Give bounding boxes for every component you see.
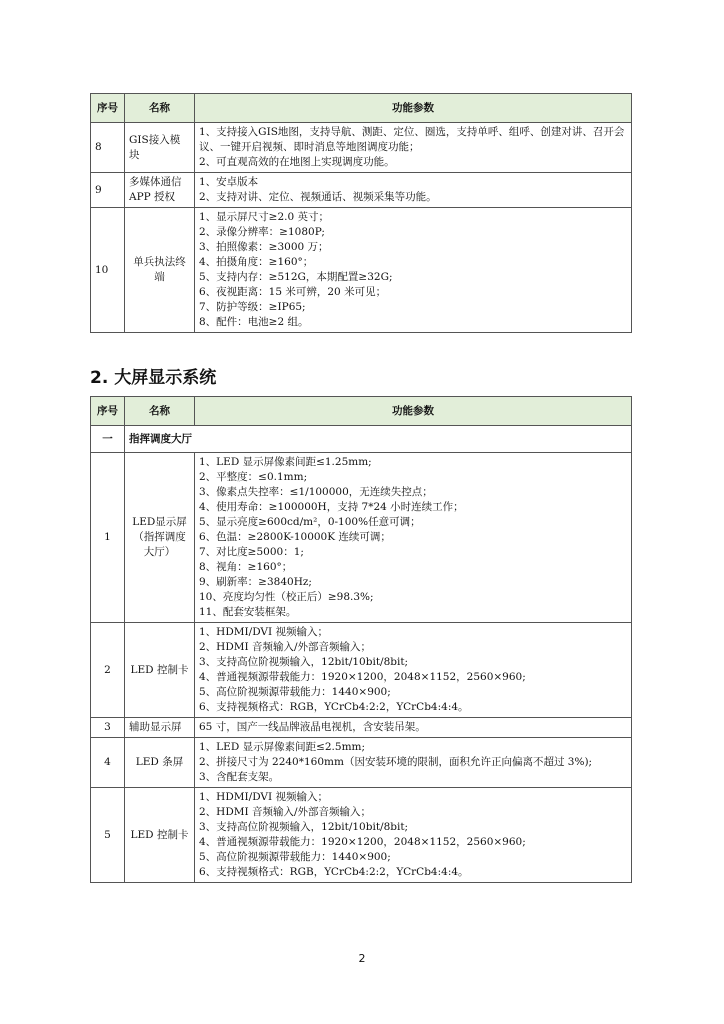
row-params xyxy=(195,123,632,173)
param-line: 2、HDMI 音频输入/外部音频输入； xyxy=(199,806,372,818)
param-line: 1、LED 显示屏像素间距≤2.5mm; xyxy=(199,741,366,753)
group-row xyxy=(91,426,632,453)
param-line: 1、支持接入GIS地图，支持导航、测距、定位、圈选，支持单呼、组呼、创建对讲、召开会议、一键开启视频、即时消息等地图调度功能； xyxy=(199,126,625,153)
header-name: 名称 xyxy=(125,94,195,123)
param-line: 8、配件：电池≥2 组。 xyxy=(199,316,309,328)
param-line: 5、高位阶视频源带载能力：1440×900; xyxy=(199,851,391,863)
row-name: 多媒体通信 APP 授权 xyxy=(125,173,195,208)
equipment-table-2 xyxy=(90,396,632,883)
param-line: 2、可直观高效的在地图上实现调度功能。 xyxy=(199,156,395,168)
param-line: 4、普通视频源带载能力：1920×1200，2048×1152，2560×960; xyxy=(199,836,526,848)
group-seq: 一 xyxy=(91,426,125,453)
param-line: 5、显示亮度≥600cd/m²，0-100%任意可调； xyxy=(199,516,421,528)
header-params: 功能参数 xyxy=(195,397,632,426)
header-name: 名称 xyxy=(125,397,195,426)
row-params xyxy=(195,738,632,788)
header-seq: 序号 xyxy=(91,94,125,123)
row-params xyxy=(195,623,632,718)
table-row xyxy=(91,173,632,208)
row-seq: 8 xyxy=(91,123,125,173)
param-line: 3、支持高位阶视频输入，12bit/10bit/8bit; xyxy=(199,821,409,833)
param-line: 2、支持对讲、定位、视频通话、视频采集等功能。 xyxy=(199,191,437,203)
param-line: 1、LED 显示屏像素间距≤1.25mm; xyxy=(199,456,372,468)
param-line: 8、视角：≥160°； xyxy=(199,561,293,573)
header-seq: 序号 xyxy=(91,397,125,426)
row-params xyxy=(195,208,632,333)
row-seq: 4 xyxy=(91,738,125,788)
row-seq: 9 xyxy=(91,173,125,208)
param-line: 65 寸，国产一线品牌液晶电视机，含安装吊架。 xyxy=(199,721,426,733)
row-name: 辅助显示屏 xyxy=(125,718,195,738)
header-params: 功能参数 xyxy=(195,94,632,123)
table-row xyxy=(91,718,632,738)
param-line: 5、支持内存：≥512G，本期配置≥32G; xyxy=(199,271,393,283)
param-line: 2、HDMI 音频输入/外部音频输入； xyxy=(199,641,372,653)
table-header-row xyxy=(91,397,632,426)
param-line: 3、拍照像素：≥3000 万； xyxy=(199,241,329,253)
row-name: GIS接入模块 xyxy=(125,123,195,173)
table-row xyxy=(91,208,632,333)
row-seq: 2 xyxy=(91,623,125,718)
page-number: 2 xyxy=(358,952,366,965)
param-line: 2、拼接尺寸为 2240*160mm（因安装环境的限制，面积允许正向偏离不超过 3%); xyxy=(199,756,593,768)
section-title: 2. 大屏显示系统 xyxy=(90,368,217,388)
param-line: 10、亮度均匀性（校正后）≥98.3%; xyxy=(199,591,374,603)
param-line: 6、夜视距离：15 米可辨，20 米可见； xyxy=(199,286,387,298)
param-line: 5、高位阶视频源带载能力：1440×900; xyxy=(199,686,391,698)
row-params xyxy=(195,453,632,623)
row-params xyxy=(195,718,632,738)
param-line: 3、支持高位阶视频输入，12bit/10bit/8bit; xyxy=(199,656,409,668)
param-line: 1、安卓版本 xyxy=(199,176,259,188)
row-seq: 10 xyxy=(91,208,125,333)
param-line: 6、支持视频格式：RGB，YCrCb4:2:2，YCrCb4:4:4。 xyxy=(199,866,469,878)
row-name: LED 控制卡 xyxy=(125,788,195,883)
table-row xyxy=(91,788,632,883)
group-label: 指挥调度大厅 xyxy=(125,426,632,453)
param-line: 11、配套安装框架。 xyxy=(199,606,297,618)
row-name: LED 条屏 xyxy=(125,738,195,788)
row-seq: 5 xyxy=(91,788,125,883)
row-name: 单兵执法终端 xyxy=(125,208,195,333)
table-row xyxy=(91,453,632,623)
param-line: 4、使用寿命：≥100000H，支持 7*24 小时连续工作； xyxy=(199,501,464,513)
table-row xyxy=(91,738,632,788)
equipment-table-1 xyxy=(90,93,632,333)
param-line: 1、HDMI/DVI 视频输入； xyxy=(199,791,328,803)
param-line: 2、平整度：≤0.1mm; xyxy=(199,471,308,483)
table-header-row xyxy=(91,94,632,123)
table-row xyxy=(91,623,632,718)
row-seq: 1 xyxy=(91,453,125,623)
table-row xyxy=(91,123,632,173)
param-line: 4、拍摄角度：≥160°； xyxy=(199,256,314,268)
param-line: 7、防护等级：≥IP65; xyxy=(199,301,306,313)
param-line: 2、录像分辨率：≥1080P; xyxy=(199,226,325,238)
param-line: 7、对比度≥5000：1; xyxy=(199,546,304,558)
param-line: 1、显示屏尺寸≥2.0 英寸； xyxy=(199,211,330,223)
row-seq: 3 xyxy=(91,718,125,738)
row-params xyxy=(195,788,632,883)
param-line: 1、HDMI/DVI 视频输入； xyxy=(199,626,328,638)
param-line: 3、含配套支架。 xyxy=(199,771,280,783)
param-line: 6、色温：≥2800K-10000K 连续可调； xyxy=(199,531,391,543)
row-name: LED显示屏（指挥调度大厅） xyxy=(125,453,195,623)
param-line: 6、支持视频格式：RGB，YCrCb4:2:2，YCrCb4:4:4。 xyxy=(199,701,469,713)
param-line: 9、刷新率：≥3840Hz; xyxy=(199,576,312,588)
param-line: 4、普通视频源带载能力：1920×1200，2048×1152，2560×960; xyxy=(199,671,526,683)
param-line: 3、像素点失控率：≤1/100000，无连续失控点； xyxy=(199,486,433,498)
row-name: LED 控制卡 xyxy=(125,623,195,718)
row-params xyxy=(195,173,632,208)
